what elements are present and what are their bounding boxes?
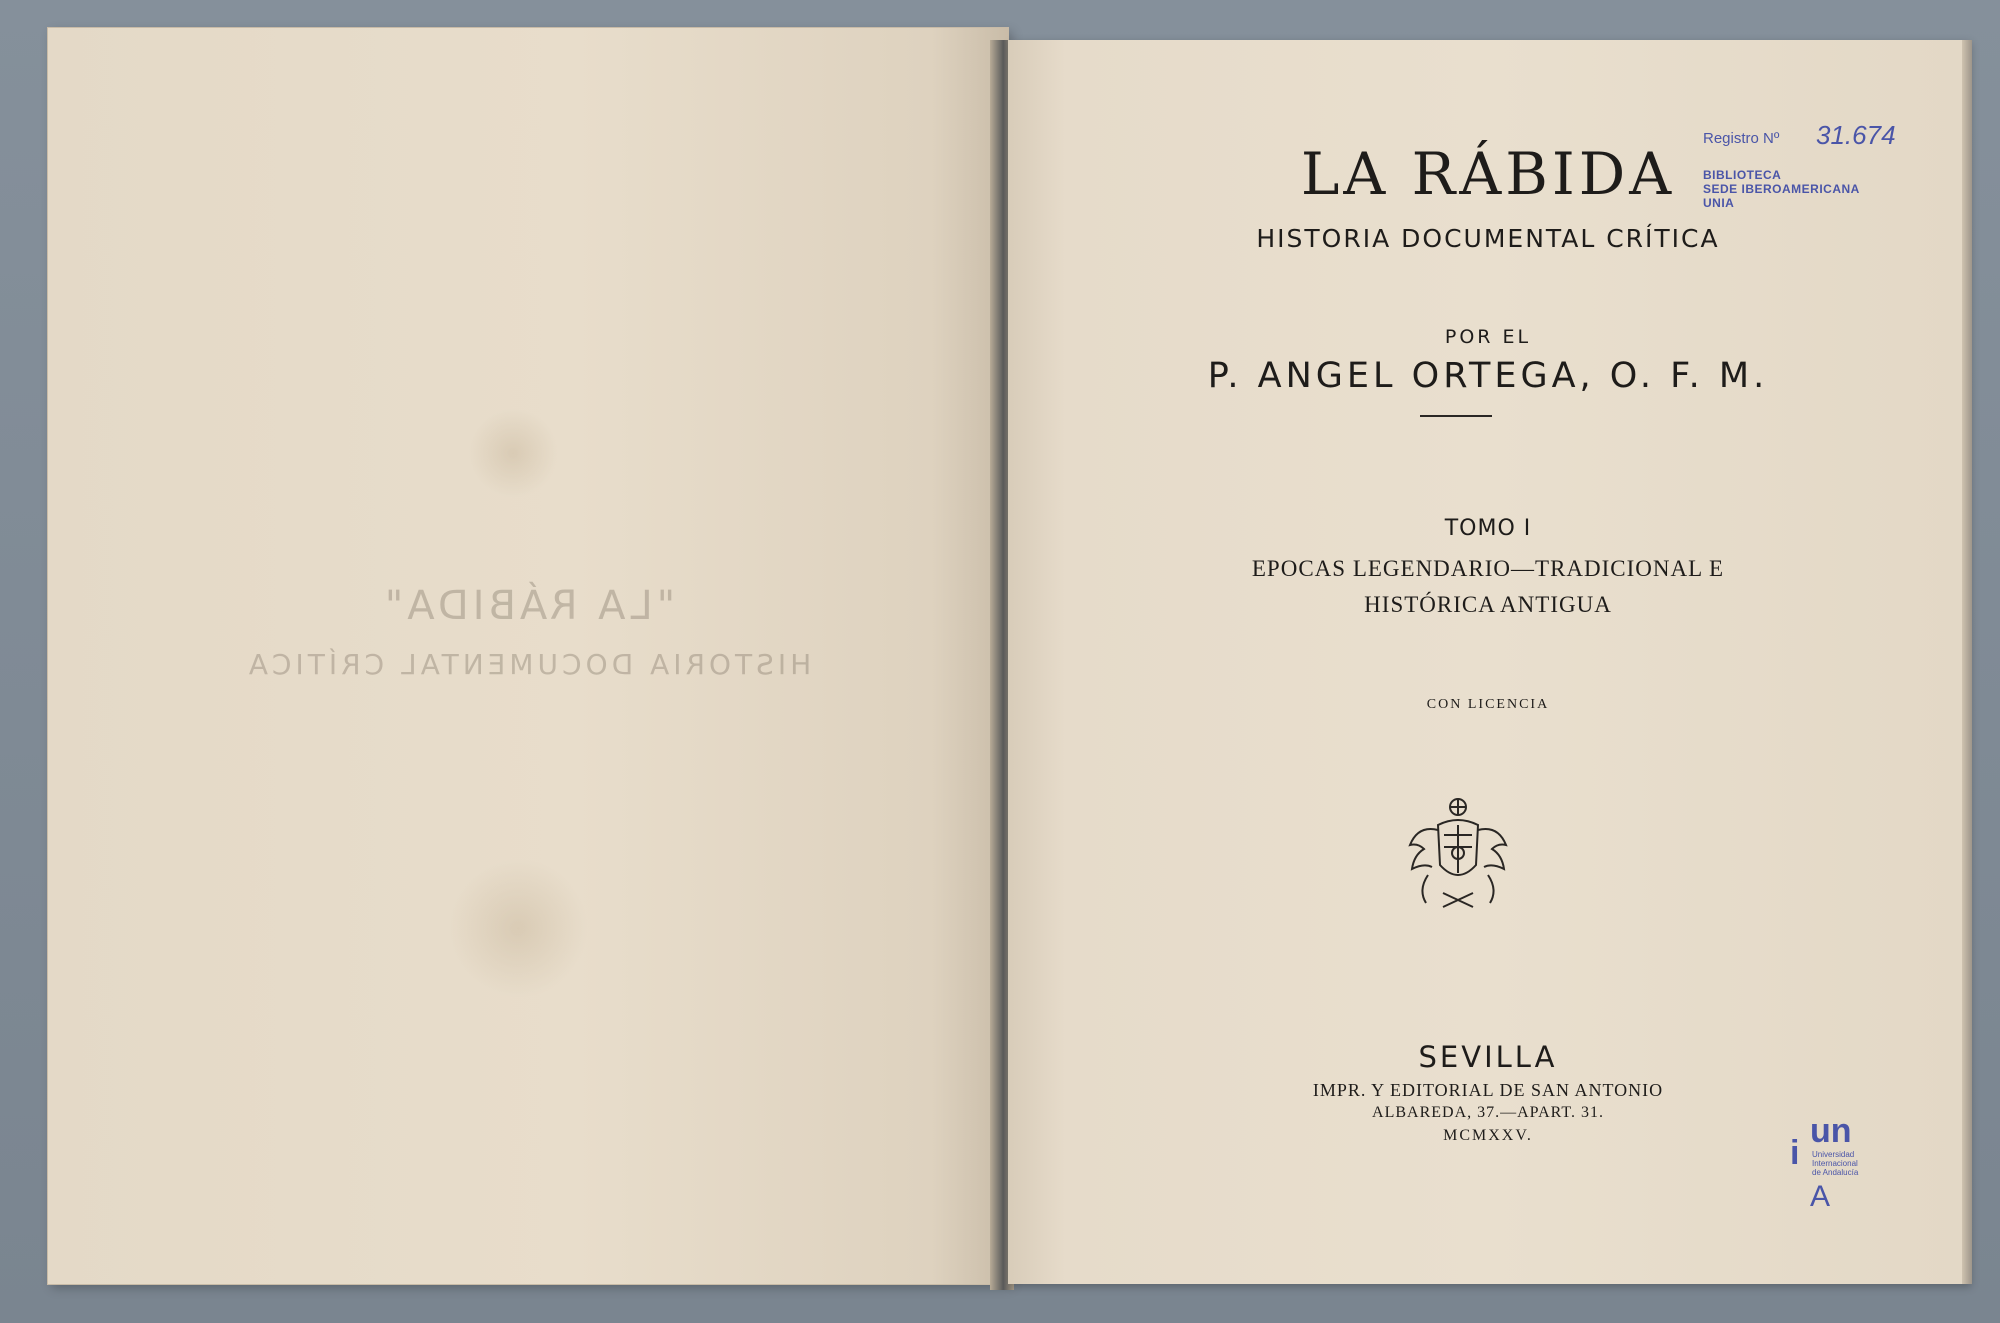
left-page (48, 28, 1008, 1284)
page-edge (1962, 40, 1972, 1284)
publication-city: SEVILLA (1418, 1040, 1558, 1074)
title-rule (1420, 415, 1492, 417)
printer-name: IMPR. Y EDITORIAL DE SAN ANTONIO (1312, 1080, 1664, 1100)
by-label: POR EL (1444, 326, 1532, 348)
unia-logo-un: un (1810, 1112, 1852, 1150)
show-through-title: "LA RÁBIDA" (380, 583, 676, 629)
book-subtitle: HISTORIA DOCUMENTAL CRÍTICA (1256, 224, 1720, 253)
library-stamp-line2: SEDE IBEROAMERICANA (1703, 182, 1860, 196)
library-stamp-line1: BIBLIOTECA (1703, 168, 1782, 182)
registro-label: Registro Nº (1703, 130, 1780, 147)
franciscan-emblem-icon (1398, 795, 1518, 915)
paper-stain (448, 858, 588, 998)
show-through-subtitle: HISTORIA DOCUMENTAL CRÍTICA (244, 648, 812, 681)
unia-logo-i: i (1790, 1134, 1800, 1172)
title-page (1008, 40, 1968, 1284)
paper-stain (468, 408, 558, 498)
unia-logo-text: Universidad Internacional de Andalucía (1812, 1150, 1859, 1177)
author-name: P. ANGEL ORTEGA, O. F. M. (1207, 356, 1769, 396)
registro-number: 31.674 (1816, 120, 1896, 150)
book-title: LA RÁBIDA (1300, 140, 1676, 208)
library-stamp-line3: UNIA (1703, 196, 1735, 210)
volume-label: TOMO I (1444, 516, 1532, 541)
publication-year: MCMXXV. (1443, 1127, 1533, 1144)
unia-logo-a: A (1810, 1180, 1831, 1213)
license-note: CON LICENCIA (1426, 697, 1550, 712)
volume-title-line2: HISTÓRICA ANTIGUA (1364, 592, 1612, 617)
printer-address: ALBAREDA, 37.—APART. 31. (1372, 1104, 1604, 1121)
unia-logo-stamp (1788, 1112, 1868, 1222)
volume-title-line1: EPOCAS LEGENDARIO—TRADICIONAL E (1251, 556, 1725, 581)
